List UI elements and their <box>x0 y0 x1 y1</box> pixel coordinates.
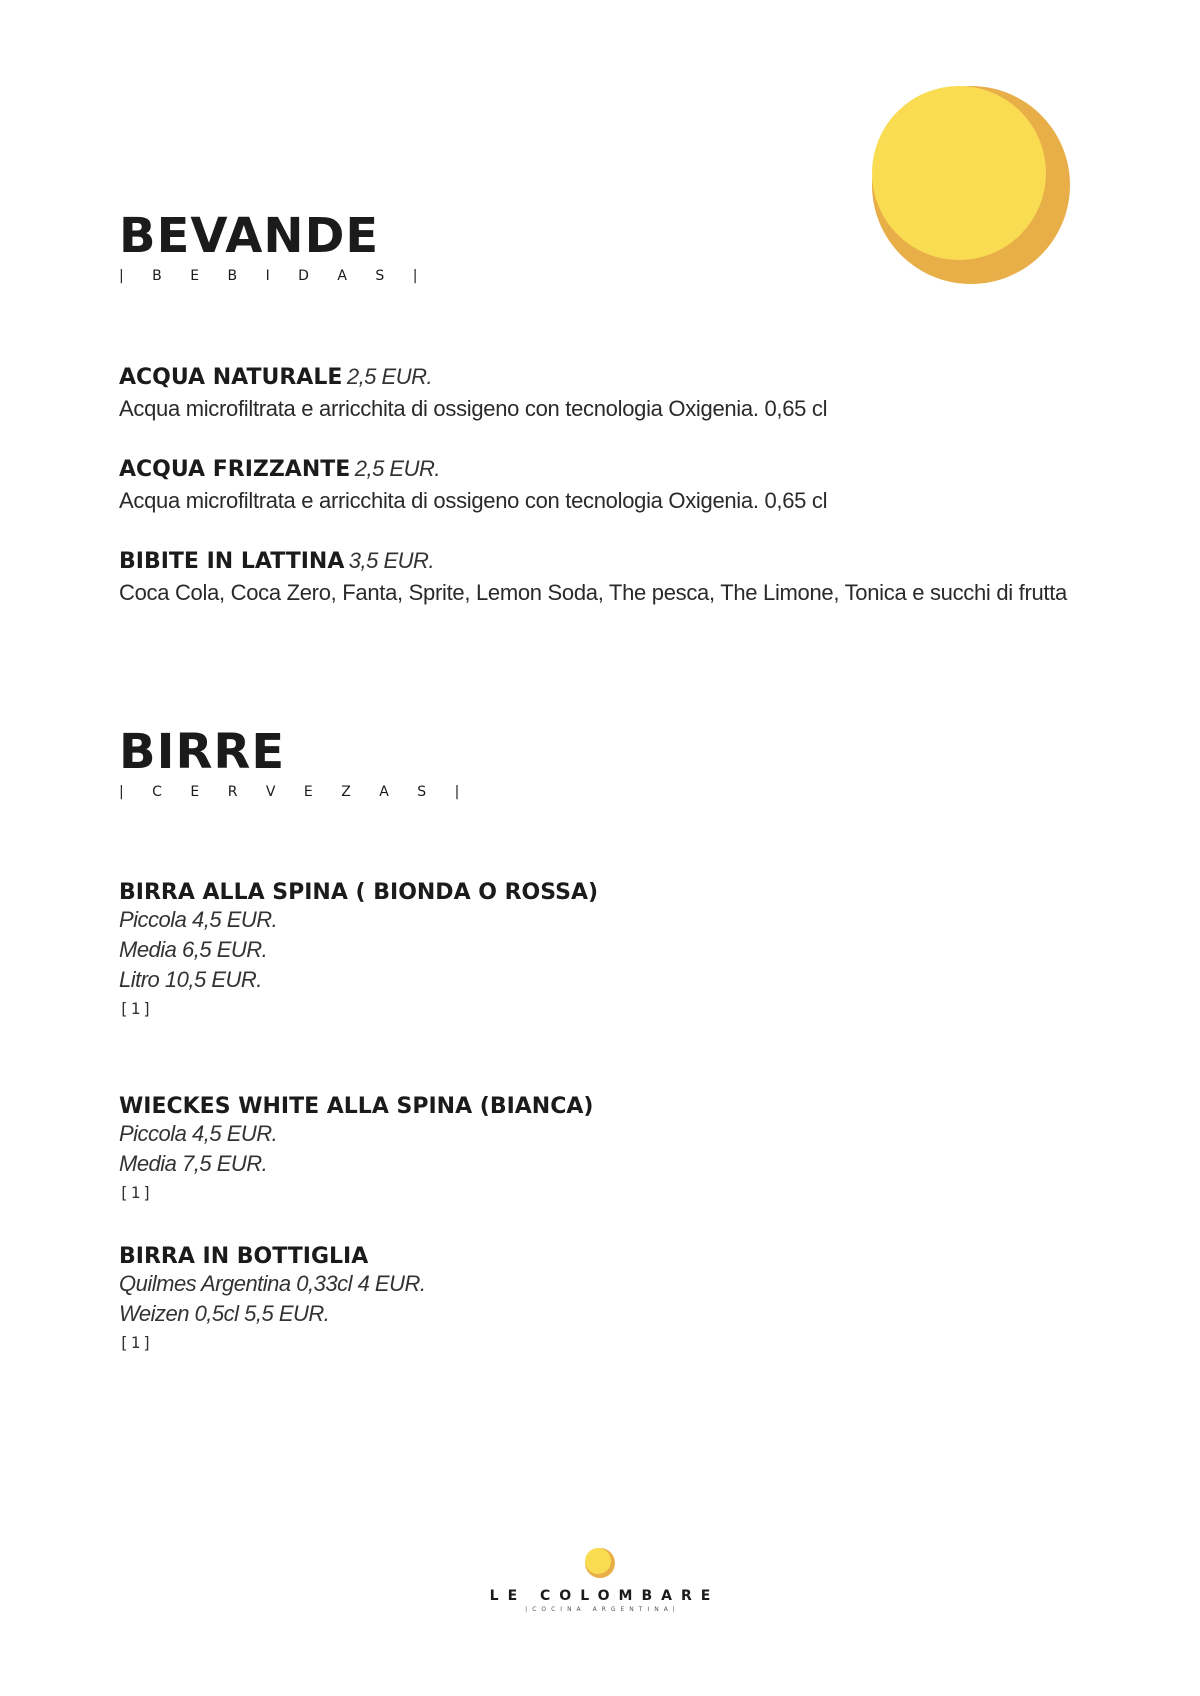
menu-item-bibite-in-lattina <box>119 548 1067 606</box>
item-note: [1] <box>119 1183 154 1202</box>
price-line: Piccola 4,5 EUR. <box>119 907 278 932</box>
section-subtitle-bebidas: | B E B I D A S | <box>119 268 430 284</box>
item-price: 3,5 EUR. <box>348 548 435 573</box>
footer-sun-icon <box>585 1548 615 1578</box>
item-description: Coca Cola, Coca Zero, Fanta, Sprite, Lemon Soda, The pesca, The Limone, Tonica e succhi di frutta <box>119 580 1067 605</box>
item-name: BIRRA IN BOTTIGLIA <box>119 1244 369 1269</box>
item-name: ACQUA NATURALE <box>119 365 343 390</box>
item-name: WIECKES WHITE ALLA SPINA (BIANCA) <box>119 1094 594 1119</box>
item-name: BIRRA ALLA SPINA ( BIONDA O ROSSA) <box>119 880 599 905</box>
menu-item-birra-alla-spina <box>119 880 598 1018</box>
item-description: Acqua microfiltrata e arricchita di ossigeno con tecnologia Oxigenia. 0,65 cl <box>119 396 828 421</box>
price-line: Weizen 0,5cl 5,5 EUR. <box>119 1301 330 1326</box>
price-line: Media 7,5 EUR. <box>119 1151 268 1176</box>
item-name: ACQUA FRIZZANTE <box>119 457 351 482</box>
price-line: Media 6,5 EUR. <box>119 937 268 962</box>
price-line: Litro 10,5 EUR. <box>119 967 262 992</box>
footer-brand-name: LE COLOMBARE <box>489 1588 720 1604</box>
item-note: [1] <box>119 1333 154 1352</box>
item-note: [1] <box>119 999 154 1018</box>
menu-item-birra-in-bottiglia <box>119 1244 426 1352</box>
menu-item-acqua-naturale <box>119 364 827 422</box>
price-line: Piccola 4,5 EUR. <box>119 1121 278 1146</box>
section-title-bevande: BEVANDE <box>119 208 380 264</box>
footer-tagline: |COCINA ARGENTINA| <box>525 1606 680 1613</box>
footer-logo <box>0 1548 1200 1613</box>
price-line: Quilmes Argentina 0,33cl 4 EUR. <box>119 1271 426 1296</box>
sun-logo-icon <box>872 86 1070 284</box>
item-price: 2,5 EUR. <box>354 456 440 481</box>
menu-item-acqua-frizzante <box>119 456 827 514</box>
item-name: BIBITE IN LATTINA <box>119 549 345 574</box>
item-description: Acqua microfiltrata e arricchita di ossigeno con tecnologia Oxigenia. 0,65 cl <box>119 488 828 513</box>
section-subtitle-cervezas: | C E R V E Z A S | <box>119 784 472 800</box>
item-price: 2,5 EUR. <box>346 364 433 389</box>
section-title-birre: BIRRE <box>119 724 286 780</box>
menu-item-wieckes-white <box>119 1094 593 1202</box>
